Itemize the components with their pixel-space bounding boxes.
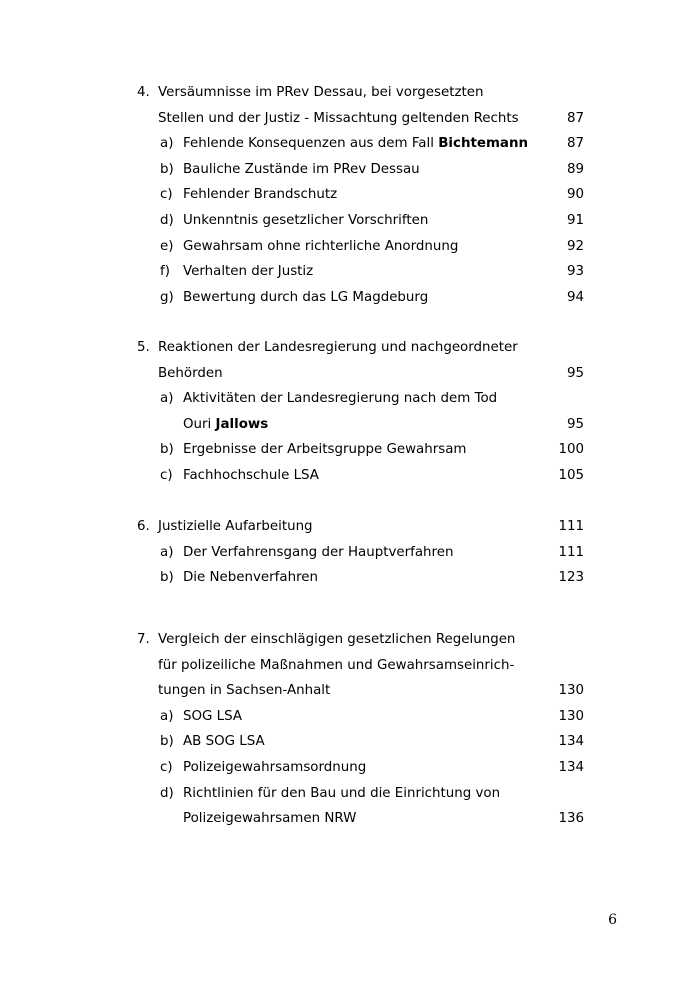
item-text: Ouri <box>183 416 216 432</box>
section-title: Reaktionen der Landesregierung und nachgeordneter <box>158 340 518 355</box>
toc-item-line <box>0 806 700 831</box>
section-title: Versäumnisse im PRev Dessau, bei vorgesetzten <box>158 85 484 100</box>
toc-item-line <box>0 234 700 259</box>
page-ref: 91 <box>566 213 584 228</box>
item-title <box>183 463 319 488</box>
item-label: b) <box>160 161 174 177</box>
item-text: Polizeigewahrsamsordnung <box>183 760 367 775</box>
toc-item-line <box>0 437 700 462</box>
item-title <box>183 131 528 156</box>
page-ref: 111 <box>558 519 584 534</box>
item-label: a) <box>160 136 174 152</box>
item-title <box>183 157 420 182</box>
item-title <box>183 234 458 259</box>
item-text: Die Nebenverfahren <box>183 570 319 586</box>
section-title: Stellen und der Justiz - Missachtung geltenden Rechts <box>158 110 519 126</box>
section-number: 6. <box>137 519 150 534</box>
item-label: e) <box>160 238 174 254</box>
item-label: d) <box>160 785 174 801</box>
toc-item-line <box>0 704 700 729</box>
section-number: 4. <box>137 85 150 100</box>
section-title: Justizielle Aufarbeitung <box>158 519 313 534</box>
toc-item-line <box>0 565 700 590</box>
item-title <box>183 412 268 437</box>
item-title <box>183 437 466 462</box>
section-title: Behörden <box>158 365 223 381</box>
toc-item-line <box>0 729 700 754</box>
toc-section-line <box>0 106 700 131</box>
item-text: Gewahrsam ohne richterliche Anordnung <box>183 238 459 254</box>
item-text: Bauliche Zustände im PRev Dessau <box>183 161 420 177</box>
item-label: c) <box>160 187 173 203</box>
page-ref: 134 <box>558 734 584 750</box>
page-ref: 105 <box>558 468 584 483</box>
toc-item-line <box>0 182 700 207</box>
page-ref: 134 <box>558 760 584 775</box>
item-text: AB SOG LSA <box>183 734 265 750</box>
item-text: Fehlender Brandschutz <box>183 187 338 203</box>
item-label: c) <box>160 468 173 483</box>
item-title <box>183 540 453 565</box>
item-text: Aktivitäten der Landesregierung nach dem Tod <box>183 391 498 407</box>
item-label: a) <box>160 391 174 407</box>
item-text: Polizeigewahrsamen NRW <box>183 811 357 827</box>
item-text: Bewertung durch das LG Magdeburg <box>183 289 429 305</box>
item-title <box>183 182 337 207</box>
item-title <box>183 386 497 411</box>
toc-item-line <box>0 208 700 233</box>
page-ref: 95 <box>566 416 584 432</box>
item-text: Verhalten der Justiz <box>183 264 314 280</box>
item-text: Unkenntnis gesetzlicher Vorschriften <box>183 213 429 228</box>
toc-item-line <box>0 781 700 806</box>
toc-item-line <box>0 412 700 437</box>
item-title <box>183 755 366 780</box>
toc-section-line <box>0 335 700 360</box>
item-text: Ergebnisse der Arbeitsgruppe Gewahrsam <box>183 442 467 458</box>
page-ref: 123 <box>558 570 584 586</box>
section-title: tungen in Sachsen-Anhalt <box>158 683 331 699</box>
page-ref: 92 <box>566 238 584 254</box>
page-ref: 111 <box>558 544 584 560</box>
item-title <box>183 729 265 754</box>
page-number: 6 <box>608 912 617 928</box>
toc-item-line <box>0 157 700 182</box>
page-ref: 136 <box>558 811 584 827</box>
toc-item-line <box>0 463 700 488</box>
item-text: Fehlende Konsequenzen aus dem Fall <box>183 136 439 152</box>
page-ref: 87 <box>566 110 584 126</box>
toc-item-line <box>0 755 700 780</box>
toc-item-line <box>0 131 700 156</box>
toc-item-line <box>0 386 700 411</box>
page-ref: 94 <box>566 289 584 305</box>
item-title <box>183 565 318 590</box>
toc-section-line <box>0 678 700 703</box>
page-ref: 130 <box>558 708 584 724</box>
item-label: a) <box>160 544 174 560</box>
item-text: Fachhochschule LSA <box>183 468 319 483</box>
toc-section-line <box>0 627 700 652</box>
item-text: SOG LSA <box>183 708 243 724</box>
section-title: für polizeiliche Maßnahmen und Gewahrsamseinrich- <box>158 657 515 673</box>
toc-item-line <box>0 259 700 284</box>
item-label: g) <box>160 289 174 305</box>
page-ref: 89 <box>566 161 584 177</box>
item-title <box>183 285 428 310</box>
item-label: b) <box>160 442 174 458</box>
item-text: Der Verfahrensgang der Hauptverfahren <box>183 544 454 560</box>
item-title <box>183 208 428 233</box>
section-title: Vergleich der einschlägigen gesetzlichen Regelungen <box>158 632 516 647</box>
item-label: c) <box>160 760 173 775</box>
item-label: b) <box>160 570 174 586</box>
item-label: b) <box>160 734 174 750</box>
page-ref: 100 <box>558 442 584 458</box>
item-title <box>183 806 356 831</box>
item-title <box>183 259 313 284</box>
item-label: a) <box>160 708 174 724</box>
page-ref: 93 <box>566 264 584 280</box>
item-label: d) <box>160 213 174 228</box>
toc-section-line <box>0 653 700 678</box>
item-title <box>183 781 500 806</box>
toc-section-line <box>0 514 700 539</box>
toc-item-line <box>0 285 700 310</box>
page-ref: 87 <box>566 136 584 152</box>
section-number: 7. <box>137 632 150 647</box>
page-ref: 130 <box>558 683 584 699</box>
item-bold-name: Bichtemann <box>438 136 529 152</box>
toc-section-line <box>0 361 700 386</box>
item-title <box>183 704 242 729</box>
toc-section-line <box>0 80 700 105</box>
item-text: Richtlinien für den Bau und die Einrichtung von <box>183 785 501 801</box>
toc-item-line <box>0 540 700 565</box>
section-number: 5. <box>137 340 150 355</box>
page-ref: 90 <box>566 187 584 203</box>
item-label: f) <box>160 264 170 280</box>
item-bold-name: Jallows <box>215 416 269 432</box>
page-ref: 95 <box>566 365 584 381</box>
